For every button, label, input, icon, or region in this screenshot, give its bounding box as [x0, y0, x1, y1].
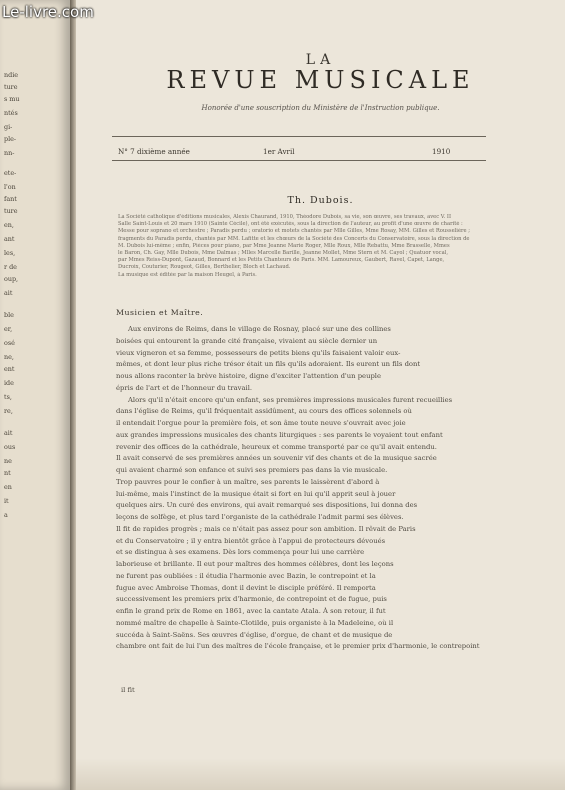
body-line: Il fit de rapides progrès ; mais ce n'était pas assez pour son ambition. Il rêvait de Paris	[116, 524, 416, 533]
body-line: et se distingua à ses examens. Dès lors commença pour lui une carrière	[116, 548, 365, 557]
intro-line: M. Dubois lui-même ; enfin, Pièces pour piano, par Mme Jeanne Marie Roger, Mlle Roux, Mlle Rebattu, Mme Brasselle, Mmes	[118, 242, 450, 249]
intro-line: Ducroix, Couturier, Rougeot, Gilles, Berthelier, Bloch et Lachaud.	[118, 264, 291, 271]
intro-line: Salle Saint-Louis et 20 mars 1910 (Sainte Cécile), ont été exécutés, sous la direction de l'auteur, au profit d'une œuvre de charité :	[118, 221, 463, 228]
left-page-text-fragment: ble	[4, 311, 14, 319]
page-bottom-margin	[76, 758, 565, 790]
issue-rule-bottom	[112, 160, 486, 161]
left-page-text-fragment: ts,	[4, 393, 12, 401]
left-page-text-fragment: ant	[4, 235, 15, 243]
body-line: succéda à Saint-Saëns. Ses œuvres d'église, d'orgue, de chant et de musique de	[116, 630, 393, 639]
left-page-text-fragment: ndie	[4, 71, 19, 79]
body-line: ne furent pas oubliées : il étudia l'harmonie avec Bazin, le contrepoint et la	[116, 571, 376, 580]
watermark-logo: Le-livre.com	[2, 3, 94, 21]
left-page-text-fragment: ait	[4, 289, 13, 297]
body-line: mêmes, et dont leur plus riche trésor était un fils qu'ils adoraient. Ils eurent un fils dont	[116, 360, 421, 369]
left-page-text-fragment: re,	[4, 407, 13, 415]
body-line: Alors qu'il n'était encore qu'un enfant, ses premières impressions musicales furent recueillies	[128, 395, 453, 404]
left-page-text-fragment: s mu	[4, 95, 20, 103]
article-body	[116, 324, 501, 653]
left-page-text-fragment: ple-	[4, 135, 17, 143]
intro-line: par Mmes Reiss-Dupont, Gazaud, Bonnard et les Petits Chanteurs de Paris. MM. Lamoureux, Gaubert, Ravel, Capet, Lange,	[118, 257, 445, 264]
left-page-text-fragment: en,	[4, 221, 14, 229]
intro-line: La musique est éditée par la maison Heugel, à Paris.	[118, 271, 257, 278]
masthead-la: LA	[305, 52, 336, 68]
left-page-text-fragment: nt	[4, 469, 11, 477]
left-page-text-fragment: ete-	[4, 169, 17, 177]
body-line: quelques airs. Un curé des environs, qui avait remarqué ses dispositions, lui donna des	[116, 501, 418, 510]
body-line: Trop pauvres pour le confier à un maître, ses parents le laissèrent d'abord à	[116, 477, 380, 486]
left-page-text-fragment: ture	[4, 83, 18, 91]
body-line: successivement les premiers prix d'harmonie, de contrepoint et de fugue, puis	[116, 595, 387, 604]
left-page-text-fragment: fant	[4, 195, 17, 203]
left-page-text-fragment: ne	[4, 457, 12, 465]
left-page-text-fragment: ntés	[4, 109, 18, 117]
left-page-text-fragment: ide	[4, 379, 14, 387]
issue-number: N° 7 dixième année	[118, 147, 190, 156]
left-page-text-fragment: l'on	[4, 183, 16, 191]
left-page-text-fragment: en	[4, 483, 12, 491]
left-page-text-fragment: ait	[4, 429, 13, 437]
masthead-title: REVUE MUSICALE	[166, 66, 475, 94]
left-page-text-fragment: gi-	[4, 123, 13, 131]
body-line: et du Conservatoire ; il y entra bientôt grâce à l'appui de protecteurs dévoués	[116, 536, 386, 545]
issue-date: 1er Avril	[263, 147, 295, 156]
article-title: Th. Dubois.	[287, 195, 354, 206]
body-line: aux grandes impressions musicales des chants liturgiques : ses parents le voyaient tout enfant	[116, 430, 443, 439]
body-line: nommé maître de chapelle à Sainte-Clotilde, puis organiste à la Madeleine, où il	[116, 618, 394, 627]
left-page-text-fragment: r de	[4, 263, 17, 271]
body-line: qui avaient charmé son enfance et suivi ses premiers pas dans la vie musicale.	[116, 466, 388, 474]
body-line: nous allons raconter la brève histoire, digne d'exciter l'attention d'un peuple	[116, 372, 381, 380]
body-line: il entendait l'orgue pour la première fois, et son âme toute neuve s'ouvrait avec joie	[116, 419, 406, 427]
body-line: lui-même, mais l'instinct de la musique était si fort en lui qu'il apprit seul à jouer	[116, 489, 396, 498]
intro-line: La Société catholique d'éditions musicales, Alexis Chaurand, 1910, Théodore Dubois, sa vie, son œuvre, ses travaux, avec V. II	[118, 214, 452, 220]
magazine-page	[76, 0, 565, 790]
body-line: Il avait conservé de ses premières années un souvenir vif des chants et de la musique sacrée	[116, 454, 437, 463]
left-page-text-fragment: les,	[4, 249, 16, 257]
issue-year: 1910	[432, 147, 451, 156]
left-page-text-fragment: nn-	[4, 149, 15, 157]
left-page-text-fragment: a	[4, 511, 8, 519]
left-page-text-fragment: it	[4, 497, 9, 505]
left-page-text-fragment: er,	[4, 325, 13, 333]
body-line: chambre ont fait de lui l'un des maîtres de l'école française, et le premier prix d'harmonie, le contrepoint	[116, 642, 480, 651]
body-line: laborieuse et brillante. Il eut pour maîtres des hommes célèbres, dont les leçons	[116, 560, 394, 568]
left-page-text-fragment: ture	[4, 207, 18, 215]
left-page-text-fragment: osé	[4, 339, 15, 347]
section-heading: Musicien et Maître.	[116, 308, 204, 317]
masthead-subtitle: Honorée d'une souscription du Ministère de l'Instruction publique.	[201, 104, 440, 112]
body-line: vieux vigneron et sa femme, possesseurs de petits biens qu'ils faisaient valoir eux-	[116, 348, 401, 357]
page-end-text: il fit	[121, 686, 135, 694]
left-page-text-fragment: oup,	[4, 275, 19, 283]
body-line: enfin le grand prix de Rome en 1861, avec la cantate Atala. À son retour, il fut	[116, 607, 386, 615]
intro-line: Messe pour soprano et orchestre ; Paradis perdu ; oratorio et motets chantés par Mlle Gilles, Mme Rosay, MM. Gilles et Rousselière ;	[118, 228, 470, 235]
body-line: épris de l'art et de l'honneur du travail.	[116, 383, 253, 392]
article-intro-note	[118, 214, 496, 279]
body-line: leçons de solfège, et plus tard l'organiste de la cathédrale l'admit parmi ses élèves.	[116, 513, 404, 521]
left-page-text-fragment: ous	[4, 443, 16, 451]
left-page-text-fragment: ne,	[4, 353, 14, 361]
left-page-edge	[0, 0, 70, 790]
body-line: revenir des offices de la cathédrale, heureux et comme transporté par ce qu'il avait entendu.	[116, 442, 437, 451]
body-line: fugue avec Ambroise Thomas, dont il devint le disciple préféré. Il remporta	[116, 583, 376, 592]
body-line: Aux environs de Reims, dans le village de Rosnay, placé sur une des collines	[128, 325, 391, 333]
intro-line: le Baron, Ch. Gay, Mlle Dubois, Mme Dalmas ; Mlles Marcelle Barille, Jeanne Mollet, Mme Stern et M. Cayol ; Quatuor vocal,	[118, 249, 448, 256]
left-page-text-fragment: ent	[4, 365, 15, 373]
intro-line: fragments du Paradis perdu, chantés par MM. Lafitte et les chœurs de la Société des Concerts du Conservatoire, sous la direction de	[118, 235, 470, 242]
body-line: boisées qui entourent la grande cité française, vivaient au siècle dernier un	[116, 336, 378, 345]
body-line: dans l'église de Reims, qu'il fréquentait assidûment, au cours des offices solennels où	[116, 407, 412, 416]
issue-rule-top	[112, 136, 486, 137]
